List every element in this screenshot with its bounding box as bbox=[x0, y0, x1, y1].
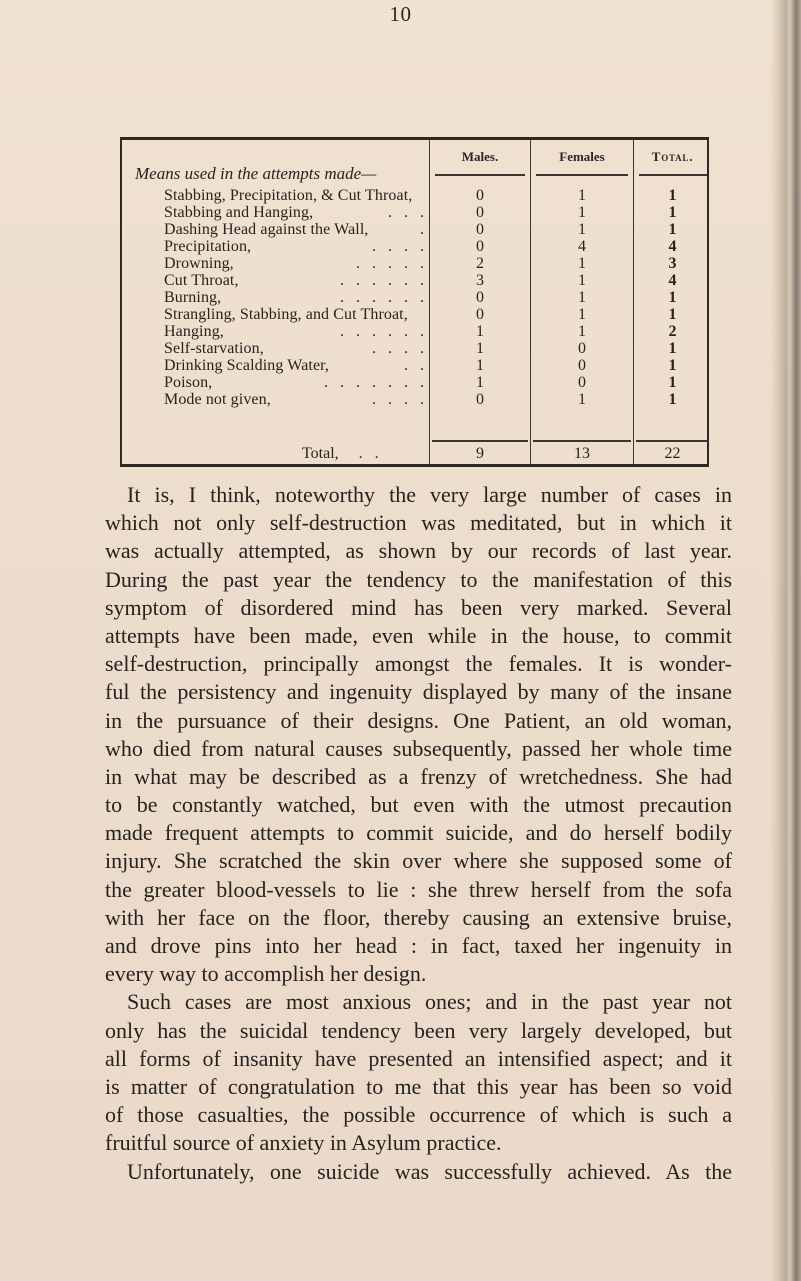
leader-dots: . . . . . . bbox=[340, 289, 424, 306]
text-line: During the past year the tendency to the manifestation of this bbox=[105, 566, 732, 592]
cell-total: 3 bbox=[668, 255, 677, 272]
text-line: and drove pins into her head : in fact, taxed her ingenuity in bbox=[105, 933, 732, 958]
leader-dots: . bbox=[420, 221, 424, 238]
table-row bbox=[122, 391, 707, 408]
leader-dots: . . bbox=[358, 445, 379, 462]
text-line: the greater blood-vessels to lie : she threw herself from the sofa bbox=[105, 876, 732, 902]
row-label: Drowning, bbox=[164, 255, 234, 272]
cell-total: 1 bbox=[668, 204, 677, 221]
text-line: symptom of disordered mind has been very marked. Several bbox=[105, 594, 732, 620]
text-line: Such cases are most anxious ones; and in the past year not bbox=[127, 989, 732, 1015]
table-row bbox=[122, 238, 707, 255]
header-rule bbox=[435, 174, 525, 176]
suicide-attempts-table bbox=[120, 137, 709, 467]
total-rule bbox=[432, 440, 528, 442]
header-rule bbox=[639, 174, 707, 176]
leader-dots: . . . . bbox=[372, 391, 424, 408]
table-row bbox=[122, 323, 707, 340]
text-line: of those casualties, the possible occurrence of which is such a bbox=[105, 1102, 732, 1128]
table-row bbox=[122, 221, 707, 238]
leader-dots: . . . . . bbox=[356, 255, 424, 272]
cell-females: 0 bbox=[578, 357, 586, 374]
text-line: self-destruction, principally amongst the females. It is wonder- bbox=[105, 651, 732, 677]
cell-females: 0 bbox=[578, 340, 586, 357]
cell-females: 4 bbox=[578, 238, 586, 255]
table-row bbox=[122, 306, 707, 323]
header-females: Females bbox=[559, 149, 605, 164]
text-line: every way to accomplish her design. bbox=[105, 961, 427, 987]
text-line: with her face on the floor, thereby causing an extensive bruise, bbox=[105, 904, 732, 930]
cell-males: 0 bbox=[476, 187, 484, 204]
row-label: Strangling, Stabbing, and Cut Throat, bbox=[164, 306, 408, 323]
text-line: in what may be described as a frenzy of wretchedness. She had bbox=[105, 763, 732, 789]
cell-females: 1 bbox=[578, 204, 586, 221]
cell-males: 0 bbox=[476, 221, 484, 238]
cell-males: 0 bbox=[476, 238, 484, 255]
table-row bbox=[122, 357, 707, 374]
cell-males: 0 bbox=[476, 289, 484, 306]
header-total: Total. bbox=[651, 149, 694, 164]
table-row bbox=[122, 204, 707, 221]
table-body bbox=[122, 187, 707, 408]
cell-females: 0 bbox=[578, 374, 586, 391]
cell-females: 1 bbox=[578, 306, 586, 323]
total-label bbox=[302, 444, 379, 464]
text-line: is matter of congratulation to me that this year has been so void bbox=[105, 1073, 732, 1099]
leader-dots: . . . . . . bbox=[340, 323, 424, 340]
cell-males: 3 bbox=[476, 272, 484, 289]
cell-males: 0 bbox=[476, 306, 484, 323]
cell-total: 1 bbox=[668, 391, 677, 408]
cell-males: 1 bbox=[476, 340, 484, 357]
cell-total: 1 bbox=[668, 306, 677, 323]
cell-total: 1 bbox=[668, 289, 677, 306]
text-line: only has the suicidal tendency been very largely developed, but bbox=[105, 1017, 732, 1043]
row-label: Poison, bbox=[164, 374, 213, 391]
cell-males: 1 bbox=[476, 323, 484, 340]
total-label-text: Total, bbox=[302, 445, 339, 462]
row-label: Mode not given, bbox=[164, 391, 271, 408]
total-females: 13 bbox=[574, 445, 590, 462]
cell-males: 2 bbox=[476, 255, 484, 272]
text-line: injury. She scratched the skin over where she supposed some of bbox=[105, 848, 732, 874]
cell-total: 1 bbox=[668, 374, 677, 391]
cell-total: 1 bbox=[668, 187, 677, 204]
leader-dots: . . bbox=[404, 357, 424, 374]
total-total: 22 bbox=[664, 445, 681, 462]
text-line: all forms of insanity have presented an intensified aspect; and it bbox=[105, 1045, 732, 1071]
table-row bbox=[122, 289, 707, 306]
page-number: 10 bbox=[389, 2, 412, 26]
row-label: Burning, bbox=[164, 289, 222, 306]
row-label: Dashing Head against the Wall, bbox=[164, 221, 369, 238]
table-row bbox=[122, 255, 707, 272]
leader-dots: . . . . . . . bbox=[324, 374, 424, 391]
table-caption: Means used in the attempts made— bbox=[135, 164, 377, 183]
cell-males: 1 bbox=[476, 374, 484, 391]
text-line: which not only self-destruction was meditated, but in which it bbox=[105, 510, 732, 536]
cell-total: 1 bbox=[668, 357, 677, 374]
leader-dots: . . . bbox=[388, 204, 424, 221]
text-line: in the pursuance of their designs. One Patient, an old woman, bbox=[105, 707, 732, 733]
text-line: Unfortunately, one suicide was successfully achieved. As the bbox=[127, 1158, 732, 1184]
cell-males: 0 bbox=[476, 204, 484, 221]
cell-total: 1 bbox=[668, 340, 677, 357]
table-row bbox=[122, 272, 707, 289]
text-line: attempts have been made, even while in the house, to commit bbox=[105, 622, 732, 648]
header-rule bbox=[536, 174, 628, 176]
cell-females: 1 bbox=[578, 272, 586, 289]
table-row bbox=[122, 187, 707, 204]
text-line: fruitful source of anxiety in Asylum practice. bbox=[105, 1130, 502, 1156]
table-row bbox=[122, 340, 707, 357]
total-rule bbox=[636, 440, 708, 442]
total-rule bbox=[533, 440, 631, 442]
row-label: Stabbing, Precipitation, & Cut Throat, bbox=[164, 187, 413, 204]
cell-total: 1 bbox=[668, 221, 677, 238]
row-label: Precipitation, bbox=[164, 238, 252, 255]
cell-females: 1 bbox=[578, 255, 586, 272]
cell-females: 1 bbox=[578, 391, 586, 408]
row-label: Drinking Scalding Water, bbox=[164, 357, 330, 374]
leader-dots: . . . . bbox=[372, 238, 424, 255]
cell-total: 4 bbox=[668, 272, 677, 289]
cell-females: 1 bbox=[578, 221, 586, 238]
leader-dots: . . . . . . bbox=[340, 272, 424, 289]
row-label: Cut Throat, bbox=[164, 272, 239, 289]
text-line: made frequent attempts to commit suicide, and do herself bodily bbox=[105, 820, 732, 846]
cell-total: 2 bbox=[668, 323, 677, 340]
header-males: Males. bbox=[461, 149, 499, 164]
table-total-row bbox=[122, 444, 707, 464]
cell-total: 4 bbox=[668, 238, 677, 255]
cell-females: 1 bbox=[578, 187, 586, 204]
text-line: It is, I think, noteworthy the very large number of cases in bbox=[127, 482, 732, 507]
leader-dots: . . . . bbox=[372, 340, 424, 357]
row-label: Stabbing and Hanging, bbox=[164, 204, 314, 221]
text-line: was actually attempted, as shown by our records of last year. bbox=[105, 538, 732, 564]
total-males: 9 bbox=[476, 445, 484, 462]
report-body-text bbox=[105, 481, 732, 1186]
table-row bbox=[122, 374, 707, 391]
cell-females: 1 bbox=[578, 323, 586, 340]
cell-males: 0 bbox=[476, 391, 484, 408]
text-line: ful the persistency and ingenuity displayed by many of the insane bbox=[105, 679, 732, 705]
text-line: who died from natural causes subsequently, passed her whole time bbox=[105, 735, 732, 761]
row-label: Hanging, bbox=[164, 323, 224, 340]
text-line: to be constantly watched, but even with the utmost precaution bbox=[105, 792, 732, 818]
cell-females: 1 bbox=[578, 289, 586, 306]
row-label: Self-starvation, bbox=[164, 340, 264, 357]
cell-males: 1 bbox=[476, 357, 484, 374]
